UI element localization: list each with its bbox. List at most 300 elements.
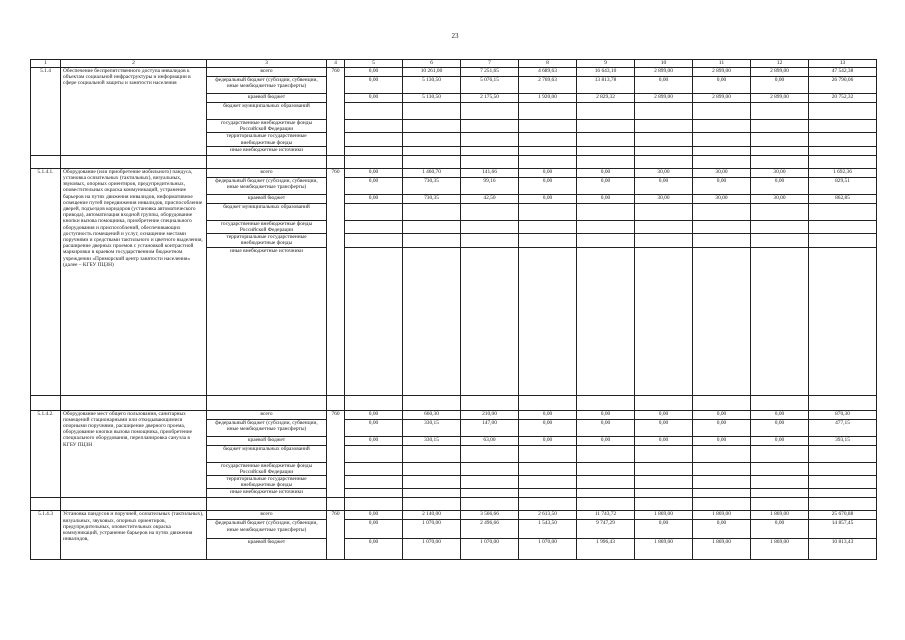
amount-cell: 1 869,00 (693, 539, 751, 560)
amount-cell (635, 103, 693, 120)
amount-cell (577, 234, 635, 247)
amount-cell (519, 234, 577, 247)
amount-cell (635, 462, 693, 475)
separator-cell (809, 498, 877, 511)
funding-source: краевой бюджет (207, 94, 327, 103)
amount-cell: 16 643,10 (577, 68, 635, 77)
page-number: 23 (451, 32, 459, 40)
amount-cell: 0,00 (519, 168, 577, 177)
amount-cell (751, 445, 809, 462)
funding-source: иные внебюджетные источники (207, 146, 327, 155)
funding-source: государственные внебюджетные фонды Российской Федерации (207, 120, 327, 133)
amount-cell (461, 234, 519, 247)
amount-cell (403, 234, 461, 247)
amount-cell: 26 790,06 (809, 77, 877, 94)
separator-cell (61, 155, 207, 168)
amount-cell (345, 234, 403, 247)
amount-cell: 1 460,70 (403, 168, 461, 177)
amount-cell: 30,00 (751, 194, 809, 203)
amount-cell (345, 445, 403, 462)
amount-cell (577, 445, 635, 462)
block-separator (31, 155, 877, 168)
amount-cell: 862,85 (809, 194, 877, 203)
funding-source: краевой бюджет (207, 436, 327, 445)
amount-cell: 47 542,38 (809, 68, 877, 77)
amount-cell (635, 476, 693, 489)
column-number: 7 (461, 60, 519, 68)
funding-source: государственные внебюджетные фонды Российской Федерации (207, 220, 327, 233)
amount-cell: 2 899,00 (751, 68, 809, 77)
amount-cell: 1 692,36 (809, 168, 877, 177)
amount-cell: 0,00 (345, 177, 403, 194)
amount-cell: 0,00 (519, 194, 577, 203)
amount-cell: 0,00 (751, 77, 809, 94)
amount-cell (693, 203, 751, 220)
amount-cell: 25 670,88 (809, 511, 877, 520)
amount-cell (693, 220, 751, 233)
amount-cell (809, 133, 877, 146)
separator-cell (751, 498, 809, 511)
amount-cell: 141,66 (461, 168, 519, 177)
separator-cell (207, 395, 327, 410)
separator-cell (519, 155, 577, 168)
amount-cell (403, 445, 461, 462)
amount-cell: 0,00 (751, 177, 809, 194)
separator-cell (207, 155, 327, 168)
amount-cell (635, 203, 693, 220)
table-row (31, 410, 877, 419)
amount-cell (403, 247, 461, 395)
amount-cell (403, 476, 461, 489)
funding-source: территориальные государственные внебюджетные фонды (207, 476, 327, 489)
amount-cell: 1 070,00 (519, 539, 577, 560)
amount-cell (635, 133, 693, 146)
funding-source: территориальные государственные внебюджетные фонды (207, 133, 327, 146)
funding-source: краевой бюджет (207, 194, 327, 203)
amount-cell (345, 247, 403, 395)
amount-cell (519, 445, 577, 462)
amount-cell (809, 247, 877, 395)
amount-cell (519, 247, 577, 395)
amount-cell: 0,00 (345, 520, 403, 539)
amount-cell: 0,00 (345, 94, 403, 103)
amount-cell: 477,15 (809, 419, 877, 436)
separator-cell (403, 395, 461, 410)
amount-cell: 20 752,32 (809, 94, 877, 103)
amount-cell: 5 076,15 (461, 77, 519, 94)
amount-cell (693, 103, 751, 120)
amount-cell (461, 445, 519, 462)
funding-source: бюджет муниципальных образований (207, 445, 327, 462)
amount-cell: 30,00 (693, 168, 751, 177)
funding-source: федеральный бюджет (субсидии, субвенции, иные межбюджетные трансферты) (207, 77, 327, 94)
amount-cell: 0,00 (635, 410, 693, 419)
column-number: 11 (693, 60, 751, 68)
amount-cell (693, 247, 751, 395)
amount-cell: 0,00 (693, 77, 751, 94)
item-number: 5.1.4.3 (31, 511, 61, 560)
separator-cell (403, 498, 461, 511)
column-number: 2 (61, 60, 207, 68)
separator-cell (403, 155, 461, 168)
funding-source: федеральный бюджет (субсидии, субвенции, иные межбюджетные трансферты) (207, 177, 327, 194)
amount-cell: 30,00 (635, 194, 693, 203)
item-number: 5.1.4.1. (31, 168, 61, 395)
amount-cell: 0,00 (635, 177, 693, 194)
amount-cell (693, 146, 751, 155)
amount-cell: 1 869,00 (693, 511, 751, 520)
separator-cell (461, 498, 519, 511)
amount-cell: 1 996,43 (577, 539, 635, 560)
separator-cell (519, 498, 577, 511)
funding-source: всего (207, 410, 327, 419)
item-description: Оборудование (или приобретение мобильного) пандуса, установка осязательных (тактильных), визуальных, звуковых, опорных ориентиров, предупредительных, оповестительных окраска коммуникаций, устранение барьеров на путях движения инвалидов, информативное освещение путей передвижения инвалидов, приспособление дверей, подъездов коридоров (установка автоматического привода), автоматизация входной группы, оборудование кнопки вызова помощника, приобретение специального оборудования и приспособлений, обеспечивающих доступность помещений и услуг, оснащение местами поручнями и средствами тактильного и цветного выделения, расширение дверных проемов с установкой контрастной маркировки в краевом государственном бюджетном учреждении «Приморский центр занятости населения» (далее – КГБУ ПЦЗН) (61, 168, 207, 395)
amount-cell (693, 234, 751, 247)
amount-cell: 0,00 (519, 436, 577, 445)
amount-cell: 0,00 (693, 520, 751, 539)
amount-cell: 330,15 (403, 436, 461, 445)
column-number: 3 (207, 60, 327, 68)
amount-cell: 30,00 (635, 168, 693, 177)
separator-cell (61, 498, 207, 511)
funding-source: всего (207, 68, 327, 77)
amount-cell (345, 462, 403, 475)
funding-source: иные внебюджетные источники (207, 247, 327, 395)
separator-cell (327, 498, 345, 511)
amount-cell: 0,00 (751, 520, 809, 539)
amount-cell: 1 070,00 (403, 520, 461, 539)
table-row (31, 68, 877, 77)
amount-cell: 0,00 (693, 419, 751, 436)
amount-cell: 1 869,00 (751, 539, 809, 560)
amount-cell (693, 476, 751, 489)
amount-cell: 2 496,66 (461, 520, 519, 539)
amount-cell (577, 220, 635, 233)
amount-cell: 0,00 (345, 77, 403, 94)
table-row (31, 511, 877, 520)
amount-cell: 2 140,00 (403, 511, 461, 520)
funding-source: бюджет муниципальных образований (207, 203, 327, 220)
amount-cell: 1 543,50 (519, 520, 577, 539)
amount-cell: 660,30 (403, 410, 461, 419)
amount-cell: 0,00 (345, 410, 403, 419)
amount-cell: 330,15 (403, 419, 461, 436)
amount-cell (577, 247, 635, 395)
amount-cell: 4 689,63 (519, 68, 577, 77)
item-description: Установка пандусов и поручней, осязательных (тактильных), визуальных, звуковых, опорных ориентиров, предупредительных, оповестительных окраска коммуникаций, устранение барьеров на путях движения инвалидов, (61, 511, 207, 560)
separator-cell (31, 498, 61, 511)
amount-cell: 0,00 (635, 419, 693, 436)
amount-cell: 1 070,00 (403, 539, 461, 560)
amount-cell (577, 133, 635, 146)
amount-cell (693, 445, 751, 462)
block-separator (31, 395, 877, 410)
funding-source: федеральный бюджет (субсидии, субвенции, иные межбюджетные трансферты) (207, 419, 327, 436)
funding-source: краевой бюджет (207, 539, 327, 560)
budget-code: 760 (327, 511, 345, 560)
amount-cell (519, 120, 577, 133)
amount-cell: 2 899,00 (751, 94, 809, 103)
amount-cell: 0,00 (693, 177, 751, 194)
amount-cell: 0,00 (635, 436, 693, 445)
amount-cell: 2 175,50 (461, 94, 519, 103)
amount-cell (693, 133, 751, 146)
column-number: 6 (403, 60, 461, 68)
amount-cell (519, 489, 577, 498)
amount-cell (809, 462, 877, 475)
amount-cell (461, 489, 519, 498)
separator-cell (31, 155, 61, 168)
amount-cell (751, 146, 809, 155)
amount-cell (577, 146, 635, 155)
amount-cell (519, 203, 577, 220)
amount-cell: 730,35 (403, 177, 461, 194)
amount-cell (635, 146, 693, 155)
separator-cell (577, 155, 635, 168)
funding-source: бюджет муниципальных образований (207, 103, 327, 120)
separator-cell (809, 395, 877, 410)
amount-cell (519, 476, 577, 489)
amount-cell: 99,16 (461, 177, 519, 194)
separator-cell (207, 498, 327, 511)
separator-cell (635, 155, 693, 168)
amount-cell: 1 070,00 (461, 539, 519, 560)
amount-cell (635, 489, 693, 498)
amount-cell: 1 869,00 (635, 511, 693, 520)
amount-cell: 0,00 (635, 77, 693, 94)
amount-cell: 0,00 (519, 419, 577, 436)
amount-cell: 10 261,00 (403, 68, 461, 77)
amount-cell: 11 743,72 (577, 511, 635, 520)
amount-cell: 2 899,00 (693, 94, 751, 103)
budget-code: 760 (327, 68, 345, 156)
amount-cell (809, 103, 877, 120)
amount-cell (345, 146, 403, 155)
amount-cell (461, 103, 519, 120)
amount-cell: 0,00 (751, 410, 809, 419)
amount-cell (403, 203, 461, 220)
amount-cell (751, 476, 809, 489)
amount-cell: 5 130,50 (403, 94, 461, 103)
item-description: Обеспечение беспрепятственного доступа инвалидов к объектам социальной инфраструктуры и информации в сфере социальной защиты и занятости населения (61, 68, 207, 156)
amount-cell: 0,00 (577, 168, 635, 177)
amount-cell (345, 489, 403, 498)
amount-cell: 0,00 (751, 436, 809, 445)
amount-cell (461, 220, 519, 233)
column-number: 1 (31, 60, 61, 68)
block-separator (31, 498, 877, 511)
amount-cell: 2 613,50 (519, 511, 577, 520)
amount-cell (519, 462, 577, 475)
item-number: 5.1.4 (31, 68, 61, 156)
amount-cell (403, 146, 461, 155)
amount-cell (577, 462, 635, 475)
amount-cell: 42,50 (461, 194, 519, 203)
amount-cell (809, 220, 877, 233)
amount-cell (809, 445, 877, 462)
amount-cell (693, 462, 751, 475)
amount-cell (403, 220, 461, 233)
amount-cell (751, 462, 809, 475)
amount-cell (345, 476, 403, 489)
amount-cell (751, 133, 809, 146)
amount-cell (461, 146, 519, 155)
amount-cell: 14 857,45 (809, 520, 877, 539)
amount-cell (403, 103, 461, 120)
amount-cell (403, 120, 461, 133)
column-number-row (31, 60, 877, 68)
funding-table (30, 59, 877, 560)
item-number: 5.1.4.2. (31, 410, 61, 498)
separator-cell (809, 155, 877, 168)
amount-cell: 2 829,32 (577, 94, 635, 103)
amount-cell (809, 234, 877, 247)
amount-cell (345, 120, 403, 133)
amount-cell: 0,00 (345, 419, 403, 436)
amount-cell: 0,00 (693, 410, 751, 419)
separator-cell (461, 395, 519, 410)
separator-cell (693, 395, 751, 410)
amount-cell: 0,00 (345, 194, 403, 203)
amount-cell: 0,00 (635, 520, 693, 539)
amount-cell (751, 220, 809, 233)
amount-cell: 0,00 (751, 419, 809, 436)
separator-cell (519, 395, 577, 410)
amount-cell (577, 120, 635, 133)
amount-cell (519, 146, 577, 155)
amount-cell (635, 220, 693, 233)
amount-cell: 2 899,00 (635, 68, 693, 77)
amount-cell: 2 769,63 (519, 77, 577, 94)
amount-cell (635, 234, 693, 247)
amount-cell: 2 899,00 (635, 94, 693, 103)
amount-cell: 13 813,78 (577, 77, 635, 94)
column-number: 13 (809, 60, 877, 68)
amount-cell (577, 489, 635, 498)
amount-cell (461, 133, 519, 146)
amount-cell (751, 103, 809, 120)
separator-cell (751, 395, 809, 410)
amount-cell (345, 220, 403, 233)
amount-cell (345, 103, 403, 120)
amount-cell (751, 234, 809, 247)
separator-cell (345, 498, 403, 511)
amount-cell (461, 462, 519, 475)
amount-cell (403, 489, 461, 498)
amount-cell: 0,00 (345, 511, 403, 520)
separator-cell (345, 395, 403, 410)
amount-cell (635, 445, 693, 462)
table-row (31, 168, 877, 177)
amount-cell (403, 133, 461, 146)
amount-cell: 0,00 (577, 410, 635, 419)
amount-cell (751, 489, 809, 498)
amount-cell: 0,00 (519, 410, 577, 419)
separator-cell (751, 155, 809, 168)
amount-cell (577, 203, 635, 220)
amount-cell (577, 476, 635, 489)
amount-cell: 0,00 (519, 177, 577, 194)
separator-cell (693, 498, 751, 511)
funding-source: государственные внебюджетные фонды Российской Федерации (207, 462, 327, 475)
amount-cell: 9 747,29 (577, 520, 635, 539)
amount-cell: 1 869,00 (635, 539, 693, 560)
amount-cell: 147,00 (461, 419, 519, 436)
column-number: 8 (519, 60, 577, 68)
column-number: 4 (327, 60, 345, 68)
amount-cell (519, 103, 577, 120)
amount-cell (519, 133, 577, 146)
amount-cell (403, 462, 461, 475)
amount-cell (693, 489, 751, 498)
amount-cell (461, 203, 519, 220)
amount-cell: 0,00 (577, 194, 635, 203)
budget-code: 760 (327, 168, 345, 395)
amount-cell: 3 566,66 (461, 511, 519, 520)
amount-cell (693, 120, 751, 133)
funding-source: федеральный бюджет (субсидии, субвенции, иные межбюджетные трансферты) (207, 520, 327, 539)
separator-cell (327, 155, 345, 168)
separator-cell (635, 498, 693, 511)
amount-cell (809, 203, 877, 220)
amount-cell (751, 203, 809, 220)
amount-cell: 10 813,43 (809, 539, 877, 560)
separator-cell (693, 155, 751, 168)
separator-cell (327, 395, 345, 410)
item-description: Оборудование мест общего пользования, санитарных помещений стационарными или откидывающимися опорными поручнями, расширение дверного проема, оборудование кнопки вызова помощника, приобретение специального оборудования, перепланировка санузла в КГБУ ПЦЗН (61, 410, 207, 498)
amount-cell: 0,00 (693, 436, 751, 445)
amount-cell (345, 133, 403, 146)
amount-cell: 1 869,00 (751, 511, 809, 520)
amount-cell: 0,00 (345, 68, 403, 77)
amount-cell: 0,00 (577, 419, 635, 436)
amount-cell (751, 120, 809, 133)
separator-cell (577, 395, 635, 410)
amount-cell: 0,00 (345, 436, 403, 445)
amount-cell: 393,15 (809, 436, 877, 445)
amount-cell (635, 120, 693, 133)
funding-source: всего (207, 511, 327, 520)
column-number: 5 (345, 60, 403, 68)
column-number: 12 (751, 60, 809, 68)
amount-cell: 870,30 (809, 410, 877, 419)
amount-cell: 210,00 (461, 410, 519, 419)
amount-cell: 730,35 (403, 194, 461, 203)
separator-cell (345, 155, 403, 168)
separator-cell (461, 155, 519, 168)
separator-cell (61, 395, 207, 410)
separator-cell (635, 395, 693, 410)
amount-cell: 0,00 (345, 539, 403, 560)
amount-cell (809, 146, 877, 155)
separator-cell (31, 395, 61, 410)
amount-cell (519, 220, 577, 233)
column-number: 9 (577, 60, 635, 68)
separator-cell (577, 498, 635, 511)
amount-cell (751, 247, 809, 395)
budget-code: 760 (327, 410, 345, 498)
amount-cell (809, 489, 877, 498)
amount-cell (809, 476, 877, 489)
amount-cell: 30,00 (693, 194, 751, 203)
amount-cell: 0,00 (345, 168, 403, 177)
funding-source: иные внебюджетные источники (207, 489, 327, 498)
amount-cell: 1 920,00 (519, 94, 577, 103)
column-number: 10 (635, 60, 693, 68)
amount-cell: 5 130,50 (403, 77, 461, 94)
amount-cell: 63,00 (461, 436, 519, 445)
amount-cell: 30,00 (751, 168, 809, 177)
